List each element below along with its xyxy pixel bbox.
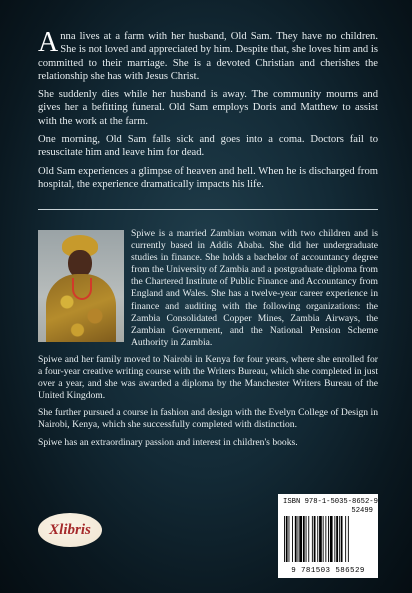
drop-cap: A <box>38 27 59 58</box>
bio-paragraph-1: Spiwe is a married Zambian woman with two children and is currently based in Addis Ababa. She did her undergraduate studies in finance. She holds a bachelor of accountancy degree from the University of Zambia and a postgraduate diploma from the Chartered Institute of Public Finance and Accountancy from England and Wales. She has a twelve-year career experience in finance and auditing with the following organizations: the Zambia Consolidated Copper Mines, Zambia Airways, the Zambian Government, and the National Pension Scheme Authority in Zambia. <box>131 228 378 348</box>
barcode-stripe <box>303 516 305 562</box>
barcode-stripe <box>308 516 309 562</box>
blurb-paragraph-2: She suddenly dies while her husband is away. The community mourns and gives her a befitting funeral. Old Sam employs Doris and Matthew to assist with the work at the farm. <box>38 89 378 127</box>
barcode-stripe <box>317 516 318 562</box>
barcode-stripe <box>284 516 285 562</box>
blurb-paragraph-1 <box>38 27 378 83</box>
barcode-stripe <box>312 516 313 562</box>
barcode-stripe <box>314 516 316 562</box>
publisher-logo: Xlibris <box>38 513 102 547</box>
blurb-paragraph-4: Old Sam experiences a glimpse of heaven and hell. When he is discharged from hospital, the experience dramatically impacts his life. <box>38 165 378 190</box>
barcode-stripe <box>336 516 338 562</box>
necklace-shape <box>72 278 92 300</box>
isbn-barcode <box>278 494 378 578</box>
barcode-stripe <box>328 516 329 562</box>
barcode-stripe <box>298 516 299 562</box>
barcode-stripe <box>292 516 293 562</box>
bio-paragraph-3: She further pursued a course in fashion and design with the Evelyn College of Design in Nairobi, Kenya, which she successfully completed with distinction. <box>38 407 378 431</box>
barcode-stripe <box>348 516 349 562</box>
barcode-stripe <box>306 516 307 562</box>
barcode-stripe <box>289 516 290 562</box>
book-blurb <box>38 27 378 196</box>
divider-line <box>38 209 378 210</box>
blurb-paragraph-3: One morning, Old Sam falls sick and goes into a coma. Doctors fail to resuscitate him and leave him for dead. <box>38 134 378 159</box>
bio-paragraph-2: Spiwe and her family moved to Nairobi in Kenya for four years, where she enrolled for a four-year creative writing course with the Writers Bureau, which she completed in just over a year, and she was awarded a diploma by the Manchester Writers Bureau of the United Kingdom. <box>38 353 378 402</box>
barcode-stripe <box>334 516 335 562</box>
author-photo <box>38 230 124 342</box>
barcode-stripe <box>325 516 326 562</box>
author-bio <box>38 228 378 454</box>
barcode-stripe <box>341 516 343 562</box>
barcode-stripe <box>299 516 302 562</box>
barcode-stripe <box>295 516 297 562</box>
blurb-text-1: nna lives at a farm with her husband, Old Sam. They have no children. She is not loved and appreciated by him. Despite that, she loves him and is committed to their marriage. She is a devoted Christian and cherishes the relationship she has with Jesus Christ. <box>38 31 378 82</box>
barcode-stripe <box>319 516 322 562</box>
isbn-text: ISBN 978-1-5035-8652-9 <box>283 498 378 506</box>
barcode-stripe <box>345 516 346 562</box>
barcode-stripe <box>339 516 340 562</box>
barcode-bars <box>283 516 373 562</box>
bio-paragraph-4: Spiwe has an extraordinary passion and interest in children's books. <box>38 436 298 448</box>
barcode-stripe <box>323 516 324 562</box>
barcode-digits: 9 781503 586529 <box>291 567 365 575</box>
barcode-stripe <box>286 516 288 562</box>
price-code: 52499 <box>351 507 373 515</box>
barcode-stripe <box>330 516 333 562</box>
